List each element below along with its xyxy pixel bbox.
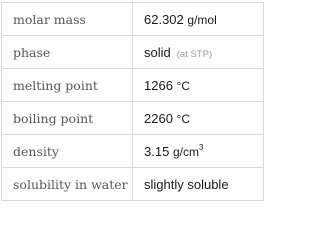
property-label: molar mass: [2, 3, 133, 36]
property-label: solubility in water: [2, 168, 133, 201]
value-number: 2260: [144, 110, 173, 126]
table-row-phase: [2, 36, 264, 69]
property-value: [133, 135, 264, 168]
table-row-melting-point: [2, 69, 264, 102]
property-value: [133, 69, 264, 102]
value-text: solid: [144, 44, 171, 60]
property-value: slightly soluble: [133, 168, 264, 201]
value-unit: g/cm: [172, 144, 199, 159]
value-note: (at STP): [176, 48, 213, 60]
unit-exponent: 3: [198, 142, 204, 152]
value-number: 62.302: [144, 11, 184, 27]
property-value: [133, 102, 264, 135]
property-label: density: [2, 135, 133, 168]
value-unit: g/mol: [187, 12, 217, 27]
value-number: 3.15: [144, 143, 170, 159]
property-value: [133, 3, 264, 36]
value-unit: °C: [176, 78, 191, 93]
value-number: 1266: [144, 77, 173, 93]
property-value: [133, 36, 264, 69]
value-unit: °C: [176, 111, 191, 126]
property-label: melting point: [2, 69, 133, 102]
table-row-solubility: [2, 168, 264, 201]
property-label: phase: [2, 36, 133, 69]
table-row-boiling-point: [2, 102, 264, 135]
table-row-density: [2, 135, 264, 168]
property-label: boiling point: [2, 102, 133, 135]
table-row-molar-mass: [2, 3, 264, 36]
chemical-properties-table: [1, 2, 264, 201]
